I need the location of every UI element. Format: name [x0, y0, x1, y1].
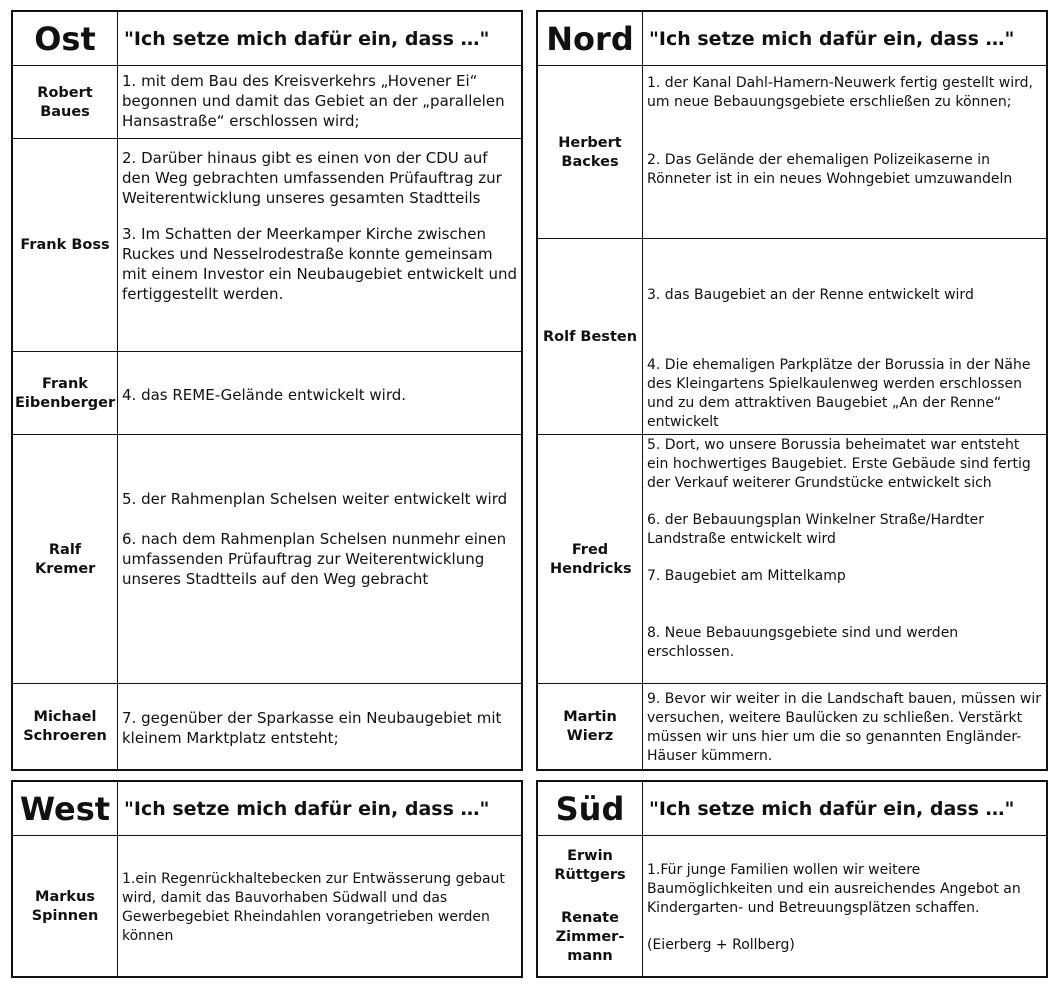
- candidate-name: Ralf Kremer: [13, 435, 118, 684]
- candidate-name: Robert Baues: [13, 66, 118, 139]
- pledge-text: 2. Darüber hinaus gibt es einen von der CDU auf den Weg gebrachten umfassenden Prüfauftrag zur Weiterentwicklung unseres gesamten Stadtteils 3. Im Schatten der Meerkamper Kirche zwischen Ruckes und Nesselrodestraße konnte gemeinsam mit einem Investor ein Neubaugebiet entwickelt und fertiggestellt werden.: [122, 149, 517, 303]
- table-row: [13, 65, 521, 139]
- candidate-name: Michael Schroeren: [13, 684, 118, 770]
- candidate-name: Frank Boss: [13, 139, 118, 352]
- ost-header: [13, 12, 521, 65]
- nord-table: [536, 10, 1048, 771]
- candidate-names: Erwin Rüttgers Renate Zimmer-mann: [538, 836, 643, 977]
- pledge-text: 1.ein Regenrückhaltebecken zur Entwässerung gebaut wird, damit das Bauvorhaben Südwall und das Gewerbegebiet Rheindahlen vorangetrieben werden können: [122, 871, 505, 944]
- ost-table: [11, 10, 523, 771]
- table-row: [538, 835, 1046, 977]
- candidate-name: Martin Wierz: [538, 684, 643, 770]
- table-row: [13, 351, 521, 435]
- pledge-text: 3. das Baugebiet an der Renne entwickelt wird 4. Die ehemaligen Parkplätze der Borussia in der Nähe des Kleingartens Spielkaulenweg werden erschlossen und zu dem attraktiven Baugebiet „An der Renne“ entwickelt: [647, 287, 1031, 430]
- motto: "Ich setze mich dafür ein, dass …": [124, 797, 490, 820]
- pledge-text: 7. gegenüber der Sparkasse ein Neubaugebiet mit kleinem Marktplatz entsteht;: [122, 709, 502, 747]
- table-row: [13, 138, 521, 352]
- west-table: [11, 780, 523, 978]
- table-row: [13, 434, 521, 684]
- pledge-text: 9. Bevor wir weiter in die Landschaft bauen, müssen wir versuchen, weitere Baulücken zu schließen. Verstärkt müssen wir uns hier um die so genannten Engländer-Häuser kümmern.: [647, 691, 1042, 764]
- table-row: [538, 65, 1046, 239]
- candidate-name: Herbert Backes: [538, 66, 643, 239]
- region-title: West: [13, 782, 118, 835]
- sued-header: [538, 782, 1046, 835]
- pledge-text: 5. Dort, wo unsere Borussia beheimatet war entsteht ein hochwertiges Baugebiet. Erste Gebäude sind fertig der Verkauf weiterer Grundstücke entwickelt sich 6. der Bebauungsplan Winkelner Straße/Hardter Landstraße entwickelt wird 7. Baugebiet am Mittelkamp 8. Neue Bebauungsgebiete sind und werden erschlossen.: [647, 437, 1031, 660]
- motto: "Ich setze mich dafür ein, dass …": [649, 27, 1015, 50]
- candidate-name: Fred Hendricks: [538, 435, 643, 684]
- pledge-text: 1. mit dem Bau des Kreisverkehrs „Hovener Ei“ begonnen und damit das Gebiet an der „parallelen Hansastraße“ erschlossen wird;: [122, 72, 505, 130]
- table-row: [538, 238, 1046, 435]
- candidate-name: Markus Spinnen: [13, 836, 118, 977]
- motto: "Ich setze mich dafür ein, dass …": [649, 797, 1015, 820]
- pledge-text: 5. der Rahmenplan Schelsen weiter entwickelt wird 6. nach dem Rahmenplan Schelsen nunmehr einen umfassenden Prüfauftrag zur Weiterentwicklung unseres Stadtteils auf den Weg gebracht: [122, 490, 508, 588]
- motto: "Ich setze mich dafür ein, dass …": [124, 27, 490, 50]
- pledge-text: 1. der Kanal Dahl-Hamern-Neuwerk fertig gestellt wird, um neue Bebauungsgebiete erschließen zu können; 2. Das Gelände der ehemaligen Polizeikaserne in Rönneter ist in ein neues Wohngebiet umzuwandeln: [647, 75, 1033, 187]
- table-row: [13, 683, 521, 770]
- sued-table: [536, 780, 1048, 978]
- west-header: [13, 782, 521, 835]
- region-title: Süd: [538, 782, 643, 835]
- region-title: Ost: [13, 12, 118, 65]
- region-title: Nord: [538, 12, 643, 65]
- nord-header: [538, 12, 1046, 65]
- candidate-name: Frank Eibenberger: [13, 352, 118, 435]
- candidate-name: Rolf Besten: [538, 239, 643, 435]
- pledge-text: 1.Für junge Familien wollen wir weitere Baumöglichkeiten und ein ausreichendes Angebot an Kindergarten- und Betreuungsplätzen schaffen. (Eierberg + Rollberg): [647, 862, 1021, 953]
- table-row: [13, 835, 521, 977]
- table-row: [538, 434, 1046, 684]
- pledge-text: 4. das REME-Gelände entwickelt wird.: [122, 385, 407, 404]
- table-row: [538, 683, 1046, 770]
